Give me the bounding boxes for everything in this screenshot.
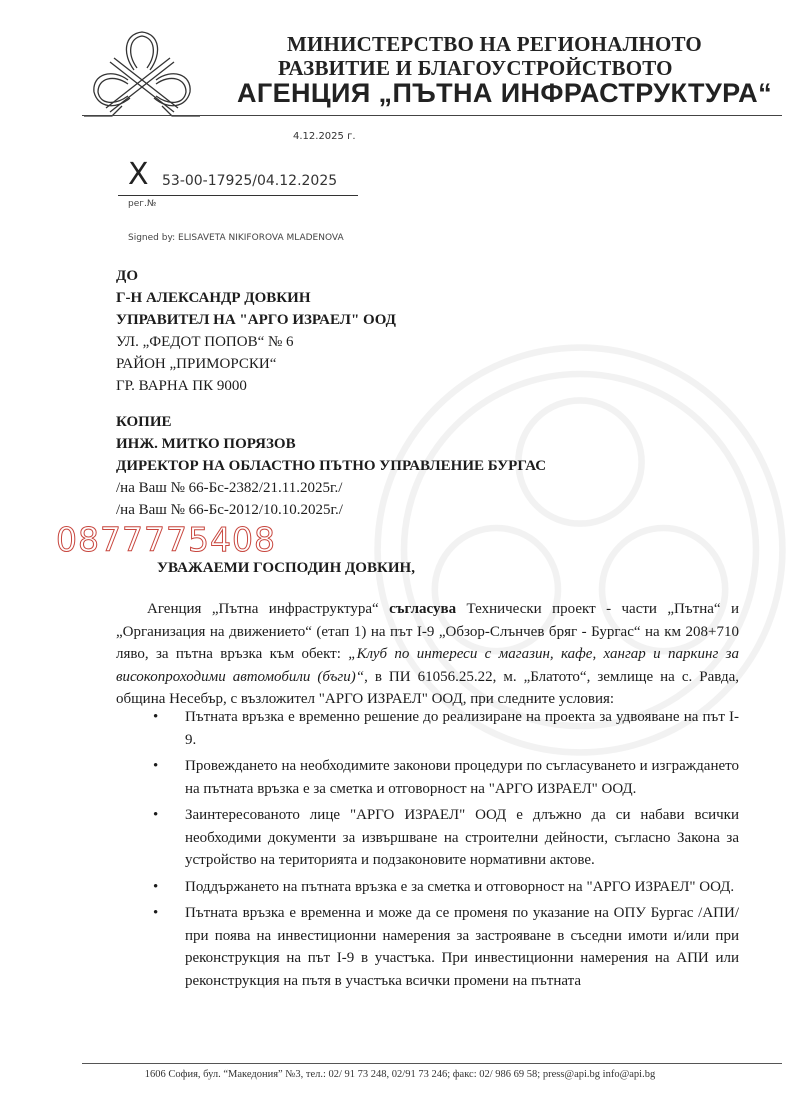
registration-underline — [118, 195, 358, 196]
copy-reference-1: /на Ваш № 66-Бс-2382/21.11.2025г./ — [116, 480, 343, 496]
condition-text: Пътната връзка е временно решение до реализиране на проекта за удвояване на път I-9. — [185, 709, 739, 748]
condition-item — [150, 902, 739, 992]
conditions-list — [150, 706, 739, 996]
para-text: , в ПИ 61056.25.22, м. „Блатото“, землище на с. Равда, община Несебър, с възложител "АРГО ИЗРАЕЛ" ООД, при следните условия: — [116, 668, 739, 707]
para-text: Технически проект - части „Пътна“ и „Организация на движението“ (етап 1) на път I-9 „Обзор-Слънчев бряг - Бургас“ на км 208+710 ляво, за пътна връзка към обект: — [116, 601, 739, 662]
condition-text: Провеждането на необходимите законови процедури по съгласуването и изграждането на пътната връзка е за сметка и отговорност на "АРГО ИЗРАЕЛ" ООД. — [185, 758, 739, 797]
recipient-to: ДО — [116, 268, 138, 284]
copy-name: ИНЖ. МИТКО ПОРЯЗОВ — [116, 436, 296, 452]
api-knot-logo-icon — [82, 24, 202, 124]
header-divider — [82, 115, 782, 116]
condition-item — [150, 755, 739, 800]
footer-divider — [82, 1063, 782, 1064]
para-text: Агенция „Пътна инфраструктура“ — [147, 601, 390, 617]
condition-text: Поддържането на пътната връзка е за сметка и отговорност на "АРГО ИЗРАЕЛ" ООД. — [185, 878, 735, 895]
main-paragraph — [116, 598, 739, 711]
para-italic-object: „Клуб по интереси с магазин, кафе, хангар и паркинг за високопроходими автомобили (бъги)“ — [116, 646, 739, 685]
copy-label: КОПИЕ — [116, 414, 172, 430]
recipient-block — [116, 265, 396, 397]
signature-x-mark: X — [128, 157, 149, 192]
registration-label: рег.№ — [128, 199, 157, 209]
recipient-street: УЛ. „ФЕДОТ ПОПОВ“ № 6 — [116, 334, 294, 350]
copy-position: ДИРЕКТОР НА ОБЛАСТНО ПЪТНО УПРАВЛЕНИЕ БУРГАС — [116, 458, 547, 474]
condition-item — [150, 706, 739, 751]
ministry-title-line2: РАЗВИТИЕ И БЛАГОУСТРОЙСТВОТО — [278, 56, 673, 80]
para-bold-agrees: съгласува — [389, 601, 457, 617]
registration-number: 53-00-17925/04.12.2025 — [162, 173, 338, 189]
condition-text: Пътната връзка е временна и може да се променя по указание на ОПУ Бургас /АПИ/ при поява на инвестиционни намерения за застрояване в съседни имоти и/или при реконструкция на път I-9 в участъка. При инвестиционни намерения на АПИ или реконструкция на пътя в участъка всички промени на пътната — [185, 905, 739, 989]
recipient-name: Г-Н АЛЕКСАНДР ДОВКИН — [116, 290, 311, 306]
phone-overlay: 0877775408 — [56, 520, 276, 559]
condition-item — [150, 804, 739, 872]
bullet-icon: • — [153, 878, 159, 895]
recipient-city: ГР. ВАРНА ПК 9000 — [116, 378, 247, 394]
document-date: 4.12.2025 г. — [293, 131, 356, 142]
signed-by: Signed by: ELISAVETA NIKIFOROVA MLADENOVA — [128, 233, 344, 243]
recipient-position: УПРАВИТЕЛ НА "АРГО ИЗРАЕЛ" ООД — [116, 312, 396, 328]
condition-item — [150, 876, 739, 899]
footer-address: 1606 София, бул. “Македония” №3, тел.: 02/ 91 73 248, 02/91 73 246; факс: 02/ 986 69 58; press@api.bg info@api.bg — [144, 1069, 656, 1080]
recipient-district: РАЙОН „ПРИМОРСКИ“ — [116, 356, 277, 372]
bullet-icon: • — [153, 807, 159, 823]
bullet-icon: • — [153, 758, 159, 774]
agency-title: АГЕНЦИЯ „ПЪТНА ИНФРАСТРУКТУРА“ — [237, 78, 772, 108]
copy-block — [116, 411, 546, 521]
bullet-icon: • — [153, 709, 159, 725]
bullet-icon: • — [153, 905, 159, 921]
ministry-title-line1: МИНИСТЕРСТВО НА РЕГИОНАЛНОТО — [287, 32, 702, 56]
condition-text: Заинтересованото лице "АРГО ИЗРАЕЛ" ООД е длъжно да си набави всички необходими документи за извършване на строителни дейности, съгласно Закона за устройство на територията и подзаконовите нормативни актове. — [185, 807, 739, 868]
copy-reference-2: /на Ваш № 66-Бс-2012/10.10.2025г./ — [116, 502, 343, 518]
salutation: УВАЖАЕМИ ГОСПОДИН ДОВКИН, — [157, 560, 415, 576]
